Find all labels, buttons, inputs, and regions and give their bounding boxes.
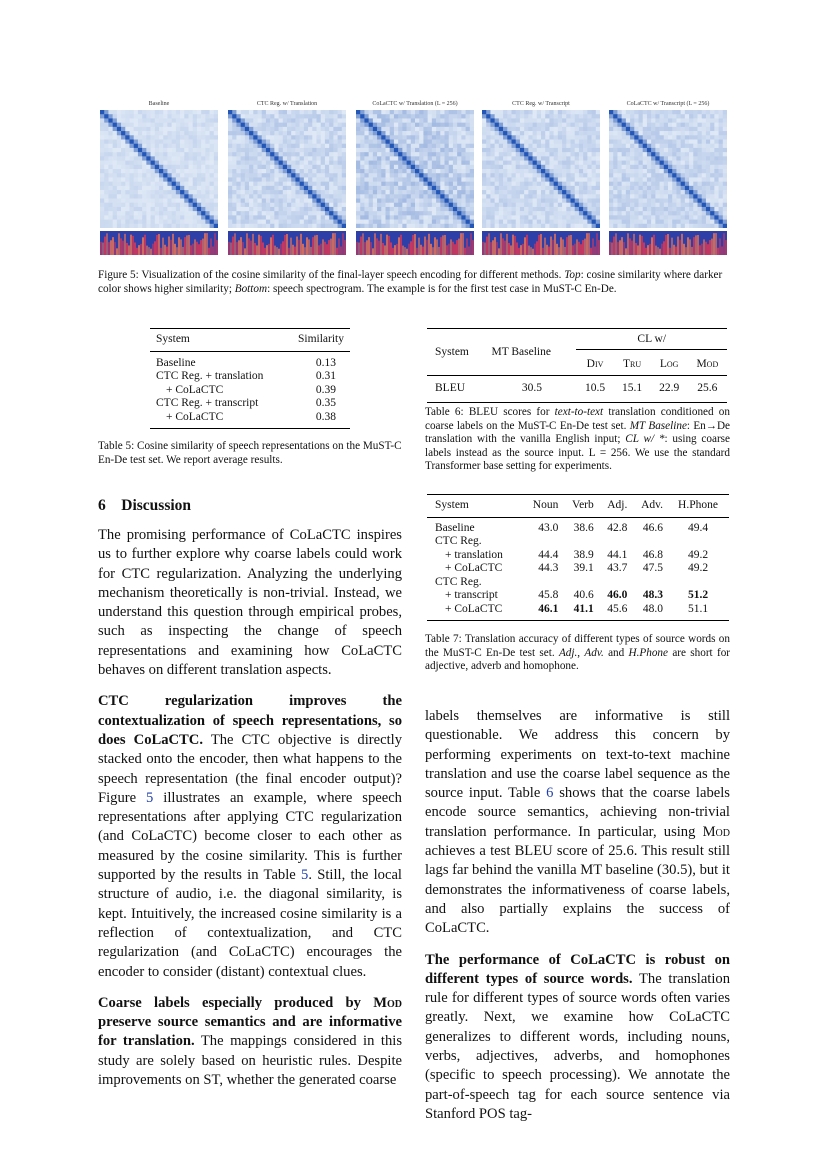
caption-text: Table 7: Translation accuracy of different types of source words on the MuST-C En-De test set.: [425, 633, 730, 659]
panel-title-ctc-transcript: CTC Reg. w/ Transcript: [512, 101, 570, 107]
heatmap-colactc-transcript: [609, 110, 727, 228]
table-cell: 49.2: [687, 562, 709, 574]
paragraph-robustness: [425, 951, 730, 1125]
column-header: Similarity: [298, 333, 344, 345]
table-row: [427, 549, 729, 563]
table-cell: 45.6: [607, 602, 628, 615]
table-cell: + CoLaCTC: [445, 562, 503, 574]
caption-text: are short for adjective, adverb and homophone.: [425, 646, 731, 673]
spectrogram-baseline: [100, 231, 218, 255]
table-cell: Baseline: [435, 521, 475, 534]
spectrogram-colactc-translation: [356, 231, 474, 255]
caption-italic: CL w/ *: [625, 433, 665, 446]
table-cell: 46.0: [607, 589, 628, 601]
paragraph-text: . Still, the local structure of audio, i.e. the diagonal similarity, is kept. Intuitively, the increased cosine similarity is a reflection of contextualization, and CTC regularization (and CoLaCTC) encourages the encoder to consider (distant) contextual clues.: [98, 867, 402, 980]
caption-top: Top: [564, 269, 581, 281]
table-row: [427, 576, 729, 590]
caption-text: and: [608, 646, 625, 659]
table-cell: 49.4: [687, 521, 709, 534]
caption-text: Table 6: BLEU scores for: [425, 406, 550, 418]
table-cell: 49.2: [687, 548, 709, 561]
section-number: 6: [98, 497, 106, 514]
caption-italic: MT Baseline: [629, 419, 687, 432]
table-cell: [562, 535, 597, 549]
column-header: Tru: [623, 357, 642, 370]
paragraph-heading: Coarse labels especially produced by: [98, 994, 361, 1011]
table-cell: 51.1: [687, 602, 709, 615]
column-header: Noun: [532, 499, 559, 511]
table-7-body: [427, 517, 729, 621]
table-cell: 47.5: [642, 562, 664, 574]
table-cell: 40.6: [573, 589, 594, 601]
heatmap-baseline: [100, 110, 218, 228]
table-6-caption: [425, 406, 730, 474]
table-cell: 15.1: [622, 382, 643, 394]
heatmap-ctc-transcript: [482, 110, 600, 228]
paragraph-heading: Mod: [373, 994, 402, 1011]
heatmap-ctc-translation: [228, 110, 346, 228]
table-cell: [598, 535, 632, 549]
column-header: Mod: [696, 357, 719, 370]
table-cell: [667, 535, 729, 549]
section-heading: [98, 497, 191, 515]
table-cell: [522, 535, 562, 549]
column-header: Adj.: [607, 499, 628, 511]
panel-title-baseline: Baseline: [148, 101, 170, 107]
table-cell: [631, 576, 667, 590]
table-cell: 43.7: [607, 562, 628, 574]
paragraph-heading: preserve source semantics and are informative for translation.: [98, 1014, 402, 1050]
table-cell: 46.1: [538, 602, 559, 615]
caption-text: ,: [577, 646, 581, 659]
table-cell: 42.8: [607, 521, 628, 534]
column-header: System: [435, 499, 469, 511]
column-header: H.Phone: [678, 499, 718, 511]
table-cell: + CoLaCTC: [166, 410, 224, 423]
table-cell: 22.9: [659, 382, 680, 394]
table-cell: + translation: [445, 548, 503, 561]
table-cell: 44.3: [538, 562, 559, 574]
table-cell: Baseline: [156, 356, 196, 369]
table-cell: CTC Reg. + translation: [156, 370, 264, 382]
table-cell: 0.13: [315, 356, 336, 369]
column-header: Verb: [572, 499, 594, 511]
spectrogram-ctc-translation: [228, 231, 346, 255]
table-cell: [667, 576, 729, 590]
table-cell: 48.3: [642, 589, 664, 601]
paragraph-text: illustrates an example, where speech representations after applying CTC regularization (and CoLaCTC) become closer to each other as measured by the cosine similarity. This is further supported by the results in Table: [98, 789, 402, 884]
table-cell: 45.8: [538, 589, 559, 601]
table-7-caption: [425, 633, 730, 674]
column-header: Log: [659, 357, 679, 370]
table-cell: 51.2: [687, 589, 709, 601]
table-cell: + CoLaCTC: [445, 602, 503, 615]
paragraph-text: labels themselves are informative is still questionable. We address this concern by performing experiments on text-to-text machine translation and use the coarse label sequence as the source input. Table: [425, 708, 730, 802]
paragraph-text: The mappings considered in this study are solely based on heuristic rules. Despite improvements on ST, whether the generated coarse: [98, 1033, 403, 1089]
table-cell: CTC Reg. + transcript: [156, 397, 259, 409]
table-reference-link[interactable]: 6: [546, 785, 554, 802]
table-cell: BLEU: [435, 382, 466, 394]
paragraph-text: Mod: [702, 823, 730, 840]
table-cell: 39.1: [573, 562, 594, 574]
paragraph-heading: CTC regularization improves the contextualization of speech representations, so does CoLaCTC.: [98, 693, 402, 748]
paragraph-text: The CTC objective is directly stacked onto the encoder, then what happens to the speech representation (the final encoder output)? Figure: [98, 731, 402, 806]
figure-reference-link[interactable]: 5: [146, 789, 154, 806]
spectrogram-ctc-transcript: [482, 231, 600, 255]
caption-text: : using coarse labels instead as the source input. L = 256. We use the standard Transformer base setting for experiments.: [425, 433, 730, 473]
table-7: [427, 494, 729, 621]
spectrogram-colactc-transcript: [609, 231, 727, 255]
column-header: System: [435, 346, 469, 359]
table-6: [427, 328, 727, 403]
table-cell: 43.0: [538, 521, 559, 534]
table-cell: CTC Reg.: [435, 535, 482, 547]
table-cell: [598, 576, 632, 590]
caption-italic: H.Phone: [628, 646, 668, 659]
table-cell: 46.8: [642, 548, 664, 561]
paragraph-text: The translation rule for different types of source words often varies greatly. Next, we examine how CoLaCTC generalizes to different words, including nouns, verbs, adjectives, adverbs, and homophones (specific to speech processing). We annotate the part-of-speech tag for each source sentence via Stanford POS tag-: [425, 970, 730, 1122]
caption-bottom: Bottom: [234, 282, 268, 295]
caption-label: Figure 5:: [98, 269, 139, 281]
table-cell: [562, 576, 597, 590]
table-cell: 48.0: [642, 602, 664, 615]
table-cell: 30.5: [521, 382, 543, 394]
section-title: Discussion: [121, 497, 192, 514]
table-cell: 44.4: [538, 548, 559, 561]
table-cell: [631, 535, 667, 549]
heatmap-colactc-translation: [356, 110, 474, 228]
table-cell: 38.9: [573, 548, 594, 561]
table-cell: 46.6: [642, 521, 664, 534]
panel-title-colactc-translation: CoLaCTC w/ Translation (L = 256): [372, 101, 458, 107]
table-cell: 10.5: [584, 382, 606, 394]
table-5-caption: Table 5: Cosine similarity of speech representations on the MuST-C En-De test set. We report average results.: [98, 440, 402, 466]
caption-text: : En→De translation with the vanilla English input;: [425, 419, 731, 446]
caption-text: : speech spectrogram. The example is for the first test case in MuST-C En-De.: [267, 282, 617, 295]
panel-title-ctc-translation: CTC Reg. w/ Translation: [256, 101, 318, 107]
table-cell: [522, 576, 562, 590]
table-reference-link[interactable]: 5: [301, 867, 309, 884]
caption-italic: Adj.: [558, 646, 578, 659]
caption-italic: text-to-text: [554, 406, 604, 418]
column-header: Adv.: [641, 499, 664, 511]
table-cell: 44.1: [607, 548, 628, 561]
panel-title-colactc-transcript: CoLaCTC w/ Transcript (L = 256): [626, 101, 710, 107]
table-cell: 0.31: [315, 370, 336, 382]
paragraph-text: achieves a test BLEU score of 25.6. This result still lags far behind the vanilla MT baseline (30.5), but it demonstrates the informativeness of coarse labels, and also partially explains the success of CoLaCTC.: [425, 843, 730, 937]
table-cell: 0.39: [315, 383, 336, 396]
table-row: [427, 603, 729, 621]
figure-5-caption: [98, 269, 730, 296]
paragraph-text: shows that the coarse labels encode source semantics, achieving non-trivial translation performance. In particular, using: [425, 785, 730, 840]
table-row: [427, 562, 729, 576]
left-column: [98, 526, 402, 1090]
table-row: [427, 589, 729, 603]
table-5: [150, 328, 350, 429]
table-cell: 41.1: [573, 602, 594, 615]
table-cell: 0.35: [315, 397, 336, 409]
intro-paragraph: The promising performance of CoLaCTC inspires us to further explore why coarse labels could work for CTC regularization. Analyzing the underlying mechanism theoretically is non-trivial. Instead, we understand this question through empirical probes, such as inspecting the change of speech representations and examining how CoLaCTC behaves on different translation aspects.: [98, 527, 402, 679]
table-row: [427, 517, 729, 535]
right-column: [425, 707, 730, 1124]
caption-text: translation conditioned on coarse labels on the MuST-C En-De test set.: [425, 406, 730, 432]
column-header: CL w/: [576, 329, 727, 350]
table-cell: CTC Reg.: [435, 575, 482, 588]
caption-italic: Adv.: [584, 646, 604, 659]
caption-text: : cosine similarity where darker color shows higher similarity;: [98, 269, 723, 295]
table-cell: 25.6: [697, 382, 718, 394]
table-row: [427, 535, 729, 549]
column-header: MT Baseline: [491, 346, 551, 359]
paragraph-heading: The performance of CoLaCTC is robust on different types of source words.: [425, 951, 730, 987]
paragraph-contextualization: [98, 692, 402, 981]
table-cell: 38.6: [573, 521, 594, 534]
caption-text: Visualization of the cosine similarity of the final-layer speech encoding for different methods.: [141, 269, 562, 281]
paragraph-continued: [425, 707, 730, 939]
paragraph-coarse-labels: [98, 994, 402, 1090]
column-header: System: [156, 333, 190, 345]
table-cell: 0.38: [315, 410, 336, 423]
table-cell: + CoLaCTC: [166, 383, 224, 396]
table-cell: + transcript: [445, 589, 498, 601]
column-header: Div: [586, 357, 604, 370]
